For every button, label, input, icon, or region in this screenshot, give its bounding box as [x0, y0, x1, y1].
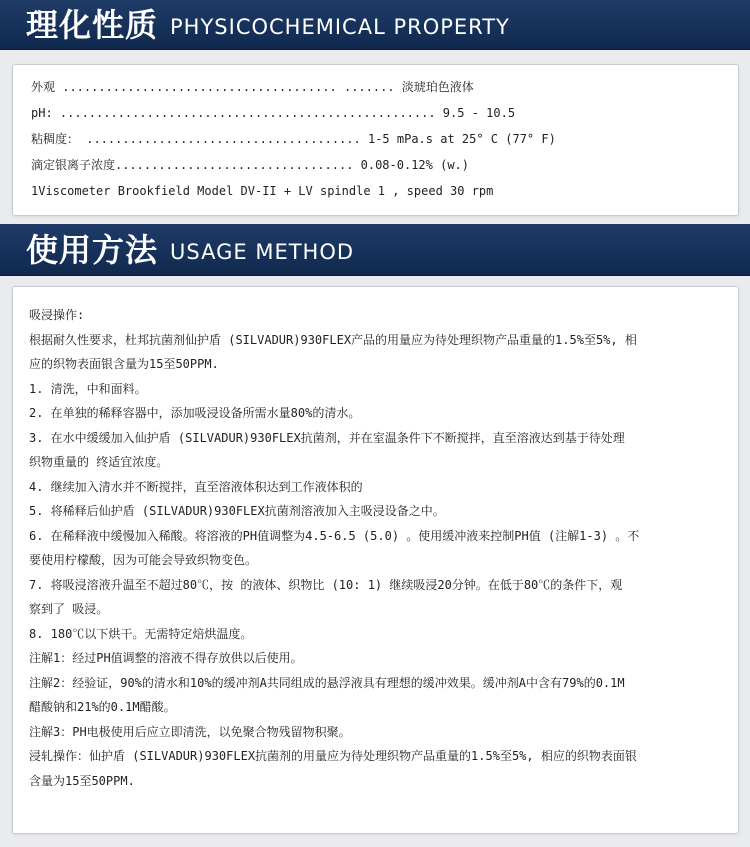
- usage-line: 1. 清洗，中和面料。: [29, 381, 147, 396]
- usage-line: 应的织物表面银含量为15至50PPM.: [29, 357, 219, 371]
- section-title-en: USAGE METHOD: [170, 239, 355, 264]
- usage-line: 3. 在水中缓缓加入仙护盾 (SILVADUR)930FLEX抗菌剂，并在室温条件下不断搅拌，直至溶液达到基于待处理: [29, 430, 625, 445]
- usage-line: 4. 继续加入清水并不断搅拌，直至溶液体积达到工作液体积的: [29, 479, 363, 494]
- property-silver-concentration: 滴定银离子浓度................................. 0.08-0.12% (w.): [31, 158, 470, 172]
- usage-line: 要使用柠檬酸，因为可能会导致织物变色。: [29, 553, 258, 567]
- usage-line: 浸轧操作：仙护盾 (SILVADUR)930FLEX抗菌剂的用量应为待处理织物产品重量的1.5%至5%, 相应的织物表面银: [29, 749, 637, 763]
- usage-line: 5. 将稀释后仙护盾 (SILVADUR)930FLEX抗菌剂溶液加入主吸浸设备之中。: [29, 504, 445, 518]
- property-ph: pH: .................................................... 9.5 - 10.5: [31, 106, 516, 120]
- usage-line: 注解2：经验证，90%的清水和10%的缓冲剂A共同组成的悬浮液具有理想的缓冲效果。缓冲剂A中含有79%的0.1M: [29, 675, 625, 690]
- property-viscometer-note: 1Viscometer Brookfield Model DV-II + LV spindle 1 , speed 30 rpm: [31, 184, 494, 198]
- usage-line: 吸浸操作:: [29, 308, 85, 322]
- usage-line: 醋酸钠和21%的0.1M醋酸。: [29, 700, 176, 714]
- section-header-usage: [0, 224, 750, 276]
- usage-line: 注解1：经过PH值调整的溶液不得存放供以后使用。: [29, 651, 303, 665]
- usage-line: 2. 在单独的稀释容器中，添加吸浸设备所需水量80%的清水。: [29, 406, 361, 420]
- property-viscosity: 粘稠度： ...................................... 1-5 mPa.s at 25° C (77° F): [31, 132, 556, 146]
- section-title-en: PHYSICOCHEMICAL PROPERTY: [170, 14, 510, 39]
- section-title-cn: 理化性质: [26, 6, 159, 44]
- usage-line: 含量为15至50PPM.: [29, 773, 135, 788]
- section-header-physicochemical: [0, 0, 750, 50]
- usage-card: [12, 286, 739, 834]
- usage-line: 根据耐久性要求，杜邦抗菌剂仙护盾 (SILVADUR)930FLEX产品的用量应为待处理织物产品重量的1.5%至5%, 相: [29, 332, 637, 347]
- section-title-cn: 使用方法: [26, 231, 159, 269]
- usage-text: [29, 303, 729, 793]
- usage-line: 8. 180℃以下烘干。无需特定焙烘温度。: [29, 626, 253, 641]
- usage-line: 察到了 吸浸。: [29, 602, 109, 616]
- usage-line: 7. 将吸浸溶液升温至不超过80℃，按 的液体、织物比 (10: 1) 继续吸浸20分钟。在低于80℃的条件下，观: [29, 577, 623, 592]
- property-card: [12, 64, 739, 216]
- usage-line: 注解3：PH电极使用后应立即清洗，以免聚合物残留物积聚。: [29, 724, 351, 739]
- usage-line: 6. 在稀释液中缓慢加入稀酸。将溶液的PH值调整为4.5-6.5 (5.0) 。使用缓冲液来控制PH值 (注解1-3) 。不: [29, 528, 640, 543]
- usage-line: 织物重量的 终适宜浓度。: [29, 455, 169, 469]
- usage-panel: [0, 276, 750, 847]
- property-appearance: 外观 ...................................... ....... 淡琥珀色液体: [31, 80, 474, 94]
- property-panel: [0, 50, 750, 224]
